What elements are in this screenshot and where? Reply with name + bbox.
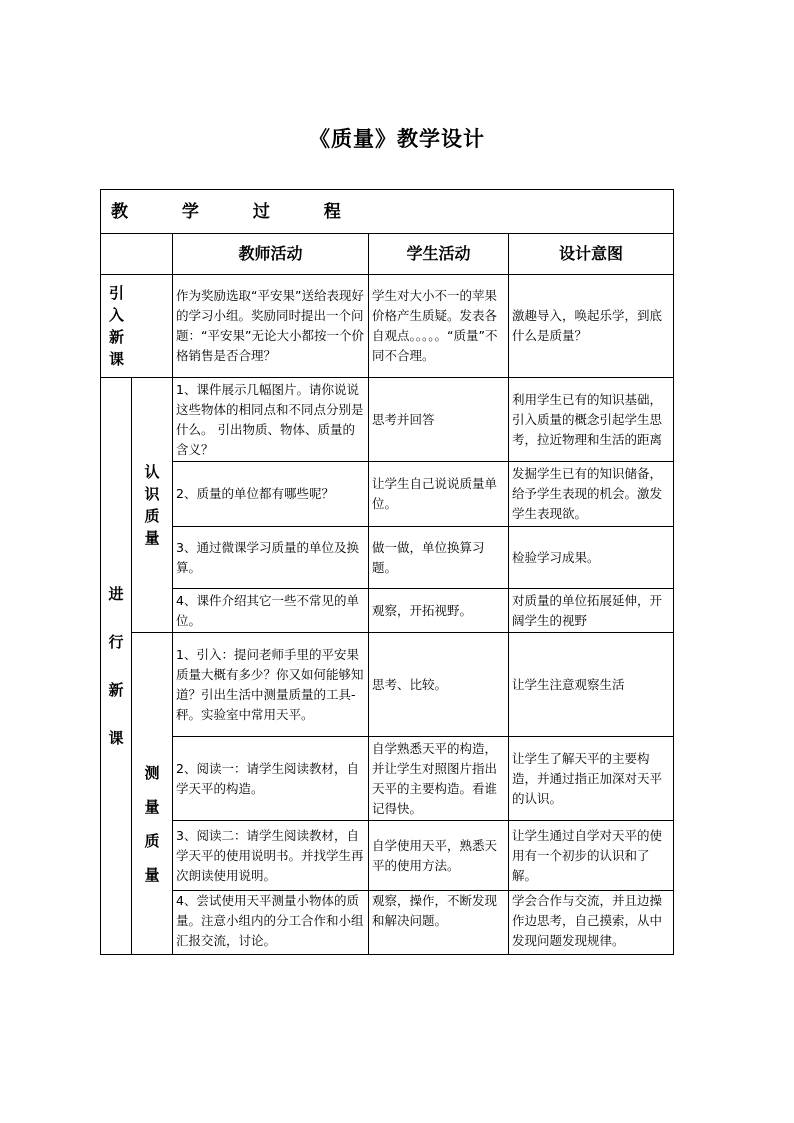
table-row — [101, 633, 674, 737]
intro-label-char: 课 — [109, 350, 125, 368]
page-title: 《质量》教学设计 — [309, 127, 485, 151]
blank-header-cell — [101, 234, 173, 275]
table-row — [101, 737, 674, 821]
new-lesson-label-char: 进 — [108, 585, 124, 603]
table-row — [101, 821, 674, 891]
student-cell: 让学生自己说说质量单位。 — [369, 462, 509, 527]
recognize-label-char: 识 — [144, 485, 160, 503]
recognize-label-char: 量 — [144, 529, 160, 547]
teacher-cell: 2、阅读一：请学生阅读教材，自学天平的构造。 — [173, 737, 369, 821]
recognize-quality-label — [132, 378, 173, 633]
teacher-activity-header: 教师活动 — [173, 234, 369, 275]
intro-design-cell: 激趣导入，唤起乐学，到底什么是质量？ — [509, 275, 674, 378]
new-lesson-label-char: 行 — [108, 633, 124, 651]
teacher-cell: 3、阅读二：请学生阅读教材，自学天平的使用说明书。并找学生再次朗读使用说明。 — [173, 821, 369, 891]
intro-row — [101, 275, 674, 378]
table-row — [101, 527, 674, 589]
teacher-cell: 1、引入：提问老师手里的平安果质量大概有多少？你又如何能够知道？引出生活中测量质量的工具-秤。实验室中常用天平。 — [173, 633, 369, 737]
recognize-label-char: 认 — [144, 463, 160, 481]
intro-teacher-cell: 作为奖励选取“平安果”送给表现好的学习小组。奖励同时提出一个问题：“平安果”无论大小都按一个价格销售是否合理？ — [173, 275, 369, 378]
new-lesson-label — [101, 378, 132, 955]
intro-label — [101, 275, 173, 378]
student-activity-header: 学生活动 — [369, 234, 509, 275]
design-cell: 让学生了解天平的主要构造，并通过指正加深对天平的认识。 — [509, 737, 674, 821]
new-lesson-label-char: 新 — [108, 681, 124, 699]
teacher-cell: 2、质量的单位都有哪些呢？ — [173, 462, 369, 527]
table-row — [101, 589, 674, 633]
table-row — [101, 891, 674, 955]
lesson-table — [100, 189, 674, 955]
design-cell: 对质量的单位拓展延伸，开阔学生的视野 — [509, 589, 674, 633]
intro-label-char: 新 — [109, 328, 125, 346]
design-cell: 检验学习成果。 — [509, 527, 674, 589]
table-row — [101, 462, 674, 527]
process-header-row — [101, 190, 674, 234]
student-cell: 思考、比较。 — [369, 633, 509, 737]
intro-student-cell: 学生对大小不一的苹果价格产生质疑。发表各自观点。。。。。“质量”不同不合理。 — [369, 275, 509, 378]
teacher-cell: 4、课件介绍其它一些不常见的单位。 — [173, 589, 369, 633]
design-cell: 让学生通过自学对天平的使用有一个初步的认识和了解。 — [509, 821, 674, 891]
teacher-cell: 1、课件展示几幅图片。请你说说这些物体的相同点和不同点分别是什么。 引出物质、物体、质量的含义？ — [173, 378, 369, 462]
measure-label-char: 测 — [144, 763, 160, 782]
intro-label-char: 入 — [109, 306, 125, 324]
measure-label-char: 质 — [144, 831, 160, 850]
process-header: 教 学 过 程 — [101, 190, 674, 234]
new-lesson-label-char: 课 — [108, 729, 124, 747]
measure-label-char: 量 — [144, 797, 160, 816]
teacher-cell: 4、尝试使用天平测量小物体的质量。注意小组内的分工合作和小组汇报交流，讨论。 — [173, 891, 369, 955]
measure-label-char: 量 — [144, 865, 160, 884]
student-cell: 自学熟悉天平的构造，并让学生对照图片指出天平的主要构造。看谁记得快。 — [369, 737, 509, 821]
design-cell: 利用学生已有的知识基础，引入质量的概念引起学生思考，拉近物理和生活的距离 — [509, 378, 674, 462]
design-cell: 发掘学生已有的知识储备，给予学生表现的机会。激发学生表现欲。 — [509, 462, 674, 527]
design-intent-header: 设计意图 — [509, 234, 674, 275]
student-cell: 观察，操作，不断发现和解决问题。 — [369, 891, 509, 955]
table-row — [101, 378, 674, 462]
design-cell: 学会合作与交流，并且边操作边思考，自己摸索，从中发现问题发现规律。 — [509, 891, 674, 955]
teacher-cell: 3、通过微课学习质量的单位及换算。 — [173, 527, 369, 589]
student-cell: 观察，开拓视野。 — [369, 589, 509, 633]
student-cell: 自学使用天平，熟悉天平的使用方法。 — [369, 821, 509, 891]
student-cell: 做一做，单位换算习题。 — [369, 527, 509, 589]
measure-quality-label — [132, 633, 173, 955]
intro-label-char: 引 — [109, 284, 125, 302]
design-cell: 让学生注意观察生活 — [509, 633, 674, 737]
column-header-row — [101, 234, 674, 275]
student-cell: 思考并回答 — [369, 378, 509, 462]
recognize-label-char: 质 — [144, 507, 160, 525]
